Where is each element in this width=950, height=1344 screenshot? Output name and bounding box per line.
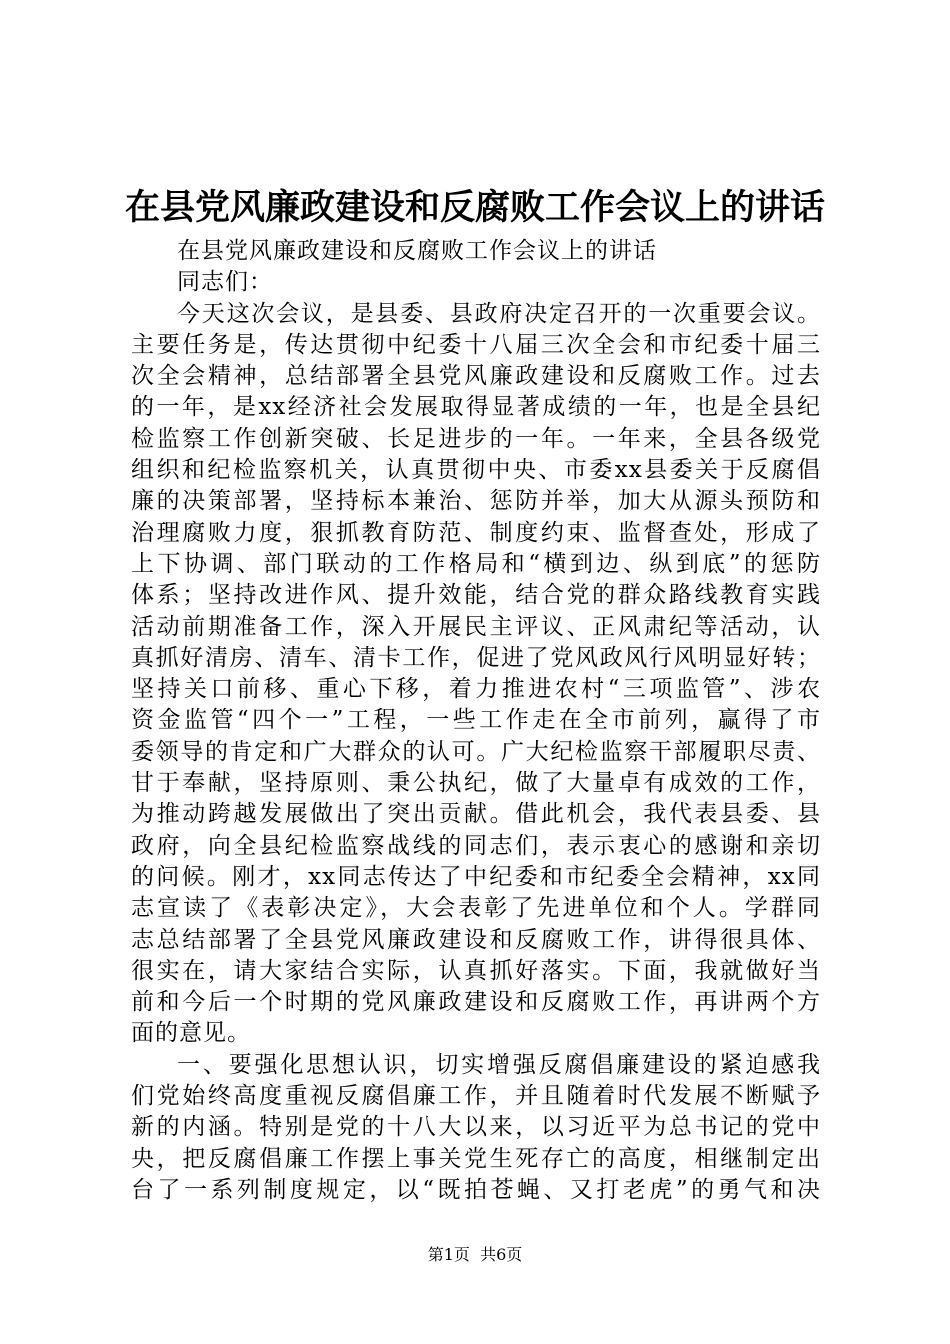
text-line: 一、要强化思想认识，切实增强反腐倡廉建设的紧迫感我 bbox=[177, 1051, 821, 1078]
text-line: 新的内涵。特别是党的十八大以来，以习近平为总书记的党中 bbox=[131, 1114, 821, 1141]
text-line: 的问候。刚才，xx同志传达了中纪委和市纪委全会精神，xx同 bbox=[131, 863, 821, 890]
text-line: 组织和纪检监察机关，认真贯彻中央、市委xx县委关于反腐倡 bbox=[131, 457, 821, 484]
text-line: 志宣读了《表彰决定》，大会表彰了先进单位和个人。学群同 bbox=[131, 895, 821, 922]
text-line: 前和今后一个时期的党风廉政建设和反腐败工作，再讲两个方 bbox=[131, 989, 821, 1016]
text-line: 同志们： bbox=[177, 269, 273, 296]
text-line: 的一年，是xx经济社会发展取得显著成绩的一年，也是全县纪 bbox=[131, 394, 821, 421]
text-line: 廉的决策部署，坚持标本兼治、惩防并举，加大从源头预防和 bbox=[131, 488, 821, 515]
text-line: 面的意见。 bbox=[131, 1020, 251, 1047]
text-line: 真抓好清房、清车、清卡工作，促进了党风政风行风明显好转； bbox=[131, 644, 821, 671]
text-line: 台了一系列制度规定，以“既拍苍蝇、又打老虎”的勇气和决 bbox=[131, 1176, 821, 1203]
text-line: 治理腐败力度，狠抓教育防范、制度约束、监督查处，形成了 bbox=[131, 519, 821, 546]
text-line: 活动前期准备工作，深入开展民主评议、正风肃纪等活动，认 bbox=[131, 613, 821, 640]
text-line: 志总结部署了全县党风廉政建设和反腐败工作，讲得很具体、 bbox=[131, 926, 821, 953]
text-line: 次全会精神，总结部署全县党风廉政建设和反腐败工作。过去 bbox=[131, 363, 821, 390]
document-title: 在县党风廉政建设和反腐败工作会议上的讲话 bbox=[124, 188, 825, 228]
text-line: 甘于奉献，坚持原则、秉公执纪，做了大量卓有成效的工作， bbox=[131, 770, 821, 797]
text-line: 体系；坚持改进作风、提升效能，结合党的群众路线教育实践 bbox=[131, 582, 821, 609]
text-line: 检监察工作创新突破、长足进步的一年。一年来，全县各级党 bbox=[131, 425, 821, 452]
text-line: 为推动跨越发展做出了突出贡献。借此机会，我代表县委、县 bbox=[131, 801, 821, 828]
text-line: 委领导的肯定和广大群众的认可。广大纪检监察干部履职尽责、 bbox=[131, 738, 821, 765]
text-line: 在县党风廉政建设和反腐败工作会议上的讲话 bbox=[177, 238, 657, 264]
text-line: 们党始终高度重视反腐倡廉工作，并且随着时代发展不断赋予 bbox=[131, 1083, 821, 1110]
text-line: 主要任务是，传达贯彻中纪委十八届三次全会和市纪委十届三 bbox=[131, 331, 821, 358]
text-line: 政府，向全县纪检监察战线的同志们，表示衷心的感谢和亲切 bbox=[131, 832, 821, 859]
text-line: 坚持关口前移、重心下移，着力推进农村“三项监管”、涉农 bbox=[131, 676, 821, 703]
text-line: 资金监管“四个一”工程，一些工作走在全市前列，赢得了市 bbox=[131, 707, 821, 734]
text-line: 今天这次会议，是县委、县政府决定召开的一次重要会议。 bbox=[177, 300, 821, 327]
text-line: 央，把反腐倡廉工作摆上事关党生死存亡的高度，相继制定出 bbox=[131, 1145, 821, 1172]
document-body bbox=[131, 236, 821, 1206]
page-number-footer: 第1页 共6页 bbox=[427, 1245, 523, 1264]
text-line: 上下协调、部门联动的工作格局和“横到边、纵到底”的惩防 bbox=[131, 550, 821, 577]
text-line: 很实在，请大家结合实际，认真抓好落实。下面，我就做好当 bbox=[131, 957, 821, 984]
